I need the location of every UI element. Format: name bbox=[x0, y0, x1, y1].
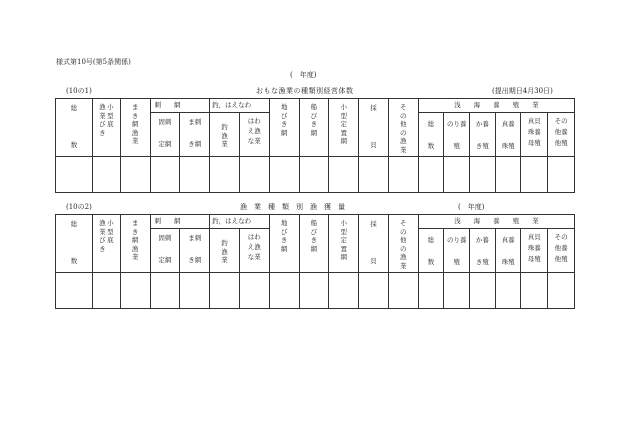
header-nori: のり養 殖 bbox=[444, 113, 470, 157]
header-pearl: 真養 珠殖 bbox=[495, 229, 521, 273]
data-cell[interactable] bbox=[418, 273, 444, 309]
table1-grid bbox=[55, 98, 575, 193]
data-cell[interactable] bbox=[495, 273, 521, 309]
header-small-set-net: 小型定置網 bbox=[329, 215, 359, 273]
data-cell[interactable] bbox=[521, 157, 548, 193]
header-angling: 釣漁業 bbox=[210, 229, 240, 273]
header-longline: はわ え漁 な業 bbox=[239, 113, 269, 157]
data-cell[interactable] bbox=[444, 157, 470, 193]
header-nori: のり養 殖 bbox=[444, 229, 470, 273]
header-gillnet: 刺 網 bbox=[150, 215, 210, 229]
data-cell[interactable] bbox=[329, 157, 359, 193]
data-cell[interactable] bbox=[299, 157, 329, 193]
header-line-fishing: 釣，はえなわ bbox=[210, 99, 270, 113]
data-cell[interactable] bbox=[388, 157, 418, 193]
table-row bbox=[56, 157, 575, 193]
data-cell[interactable] bbox=[548, 273, 575, 309]
data-cell[interactable] bbox=[120, 273, 150, 309]
header-aquaculture: 浅 海 養 殖 業 bbox=[418, 99, 574, 113]
header-total: 総 数 bbox=[56, 99, 93, 157]
form-label: 様式第10号(第5条関係) bbox=[56, 58, 131, 66]
header-oyster: か養 き殖 bbox=[470, 229, 496, 273]
header-oyster: か養 き殖 bbox=[470, 113, 496, 157]
header-small-set-net: 小型定置網 bbox=[329, 99, 359, 157]
header-small-trawl: 小型底 漁業びき bbox=[92, 215, 120, 273]
data-cell[interactable] bbox=[548, 157, 575, 193]
data-cell[interactable] bbox=[521, 273, 548, 309]
header-aq-total: 総 数 bbox=[418, 113, 444, 157]
header-fixed-gillnet: 固刺 定網 bbox=[150, 229, 180, 273]
header-angling: 釣漁業 bbox=[210, 113, 240, 157]
header-aq-other: その 他養 他殖 bbox=[548, 229, 575, 273]
data-cell[interactable] bbox=[470, 273, 496, 309]
data-cell[interactable] bbox=[418, 157, 444, 193]
header-purse-seine: まき網漁業 bbox=[120, 215, 150, 273]
header-aq-total: 総 数 bbox=[418, 229, 444, 273]
table2-grid bbox=[55, 214, 575, 309]
data-cell[interactable] bbox=[239, 273, 269, 309]
data-cell[interactable] bbox=[470, 157, 496, 193]
header-fixed-gillnet: 固刺 定網 bbox=[150, 113, 180, 157]
data-cell[interactable] bbox=[359, 273, 389, 309]
header-beach-seine: 地びき網 bbox=[269, 99, 299, 157]
table1-number: (10の1) bbox=[66, 87, 92, 95]
header-shellfish: 採 貝 bbox=[359, 99, 389, 157]
header-aq-other: その 他養 他殖 bbox=[548, 113, 575, 157]
data-cell[interactable] bbox=[150, 157, 180, 193]
data-cell[interactable] bbox=[120, 157, 150, 193]
data-cell[interactable] bbox=[180, 273, 210, 309]
header-boat-seine: 船びき網 bbox=[299, 99, 329, 157]
data-cell[interactable] bbox=[150, 273, 180, 309]
table1-deadline: (提出期日4月30日) bbox=[492, 87, 553, 95]
data-cell[interactable] bbox=[180, 157, 210, 193]
header-pearl-mother: 真貝 珠養 母殖 bbox=[521, 113, 548, 157]
header-aquaculture: 浅 海 養 殖 業 bbox=[418, 215, 574, 229]
header-pearl-mother: 真貝 珠養 母殖 bbox=[521, 229, 548, 273]
table1-title: おもな漁業の種類別経営体数 bbox=[256, 87, 354, 95]
data-cell[interactable] bbox=[388, 273, 418, 309]
table-row bbox=[56, 273, 575, 309]
year-label: ( 年度) bbox=[290, 71, 317, 79]
data-cell[interactable] bbox=[299, 273, 329, 309]
data-cell[interactable] bbox=[329, 273, 359, 309]
table2-title: 漁 業 種 類 別 漁 獲 量 bbox=[240, 203, 345, 211]
data-cell[interactable] bbox=[56, 273, 93, 309]
header-total: 総 数 bbox=[56, 215, 93, 273]
header-line-fishing: 釣，はえなわ bbox=[210, 215, 270, 229]
header-other-fishery: その他の漁業 bbox=[388, 215, 418, 273]
header-shellfish: 採 貝 bbox=[359, 215, 389, 273]
table2-year: ( 年度) bbox=[458, 203, 485, 211]
data-cell[interactable] bbox=[210, 273, 240, 309]
data-cell[interactable] bbox=[239, 157, 269, 193]
data-cell[interactable] bbox=[444, 273, 470, 309]
data-cell[interactable] bbox=[210, 157, 240, 193]
data-cell[interactable] bbox=[92, 157, 120, 193]
data-cell[interactable] bbox=[495, 157, 521, 193]
header-small-trawl: 小型底 漁業びき bbox=[92, 99, 120, 157]
header-drift-gillnet: ま刺 き網 bbox=[180, 113, 210, 157]
table2-number: (10の2) bbox=[66, 203, 92, 211]
header-beach-seine: 地びき網 bbox=[269, 215, 299, 273]
data-cell[interactable] bbox=[359, 157, 389, 193]
header-other-fishery: その他の漁業 bbox=[388, 99, 418, 157]
header-pearl: 真養 珠殖 bbox=[495, 113, 521, 157]
header-gillnet: 刺 網 bbox=[150, 99, 210, 113]
data-cell[interactable] bbox=[269, 273, 299, 309]
header-drift-gillnet: ま刺 き網 bbox=[180, 229, 210, 273]
header-purse-seine: まき網漁業 bbox=[120, 99, 150, 157]
header-longline: はわ え漁 な業 bbox=[239, 229, 269, 273]
data-cell[interactable] bbox=[269, 157, 299, 193]
header-boat-seine: 船びき網 bbox=[299, 215, 329, 273]
data-cell[interactable] bbox=[56, 157, 93, 193]
data-cell[interactable] bbox=[92, 273, 120, 309]
